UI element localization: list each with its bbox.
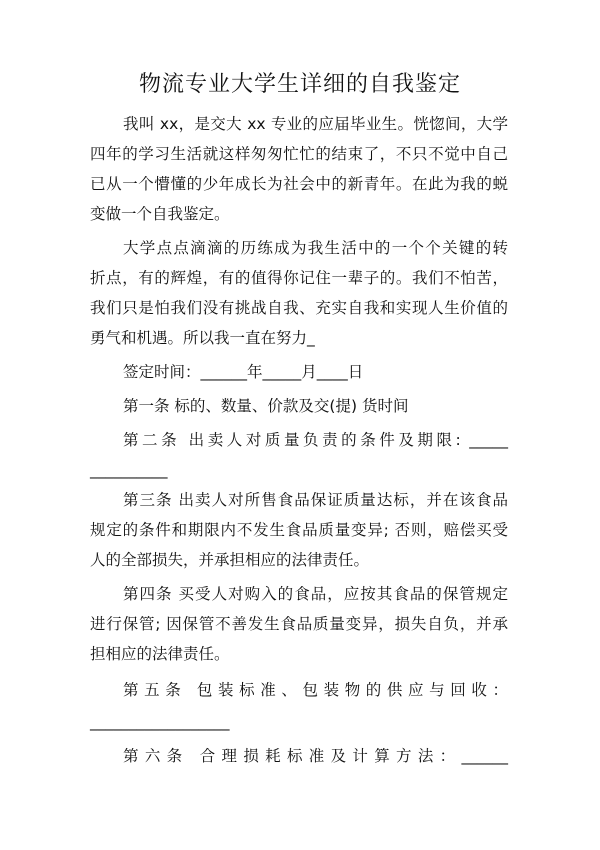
article-2-line-2: __________: [90, 461, 168, 479]
body-line-4: 勇气和机遇。所以我一直在努力_: [90, 329, 315, 347]
intro-line-1: 我叫 xx，是交大 xx 专业的应届毕业生。恍惚间，大学: [123, 115, 508, 133]
article-5-line-2: __________________: [90, 713, 230, 731]
body-line-2: 折点，有的辉煌，有的值得你记住一辈子的。我们不怕苦，: [90, 269, 508, 287]
intro-line-3: 已从一个懵懂的少年成长为社会中的新青年。在此为我的蜕: [90, 175, 508, 193]
document-title: 物流专业大学生详细的自我鉴定: [138, 72, 461, 97]
article-3-line-1: 第三条 出卖人对所售食品保证质量达标，并在该食品: [123, 491, 508, 509]
intro-line-2: 四年的学习生活就这样匆匆忙忙的结束了，不只不觉中自己: [90, 145, 508, 163]
article-1-line: 第一条 标的、数量、价款及交(提) 货时间: [123, 397, 409, 415]
sign-date-line: 签定时间：______年_____月____日: [123, 363, 364, 381]
article-4-line-2: 进行保管; 因保管不善发生食品质量变异，损失自负，并承: [90, 615, 508, 633]
article-3-line-3: 人的全部损失，并承担相应的法律责任。: [90, 551, 370, 569]
article-6-line-1: 第六条 合理损耗标准及计算方法：______: [123, 747, 508, 765]
article-4-line-3: 担相应的法律责任。: [90, 645, 230, 663]
body-line-1: 大学点点滴滴的历练成为我生活中的一个个关键的转: [123, 239, 508, 257]
article-2-line-1: 第二条 出卖人对质量负责的条件及期限: _____: [123, 431, 508, 449]
article-5-line-1: 第五条 包装标准、包装物的供应与回收：: [123, 681, 508, 699]
article-3-line-2: 规定的条件和期限内不发生食品质量变异; 否则，赔偿买受: [90, 521, 508, 539]
article-4-line-1: 第四条 买受人对购入的食品，应按其食品的保管规定: [123, 585, 508, 603]
body-line-3: 我们只是怕我们没有挑战自我、充实自我和实现人生价值的: [90, 299, 508, 317]
intro-line-4: 变做一个自我鉴定。: [90, 205, 230, 223]
